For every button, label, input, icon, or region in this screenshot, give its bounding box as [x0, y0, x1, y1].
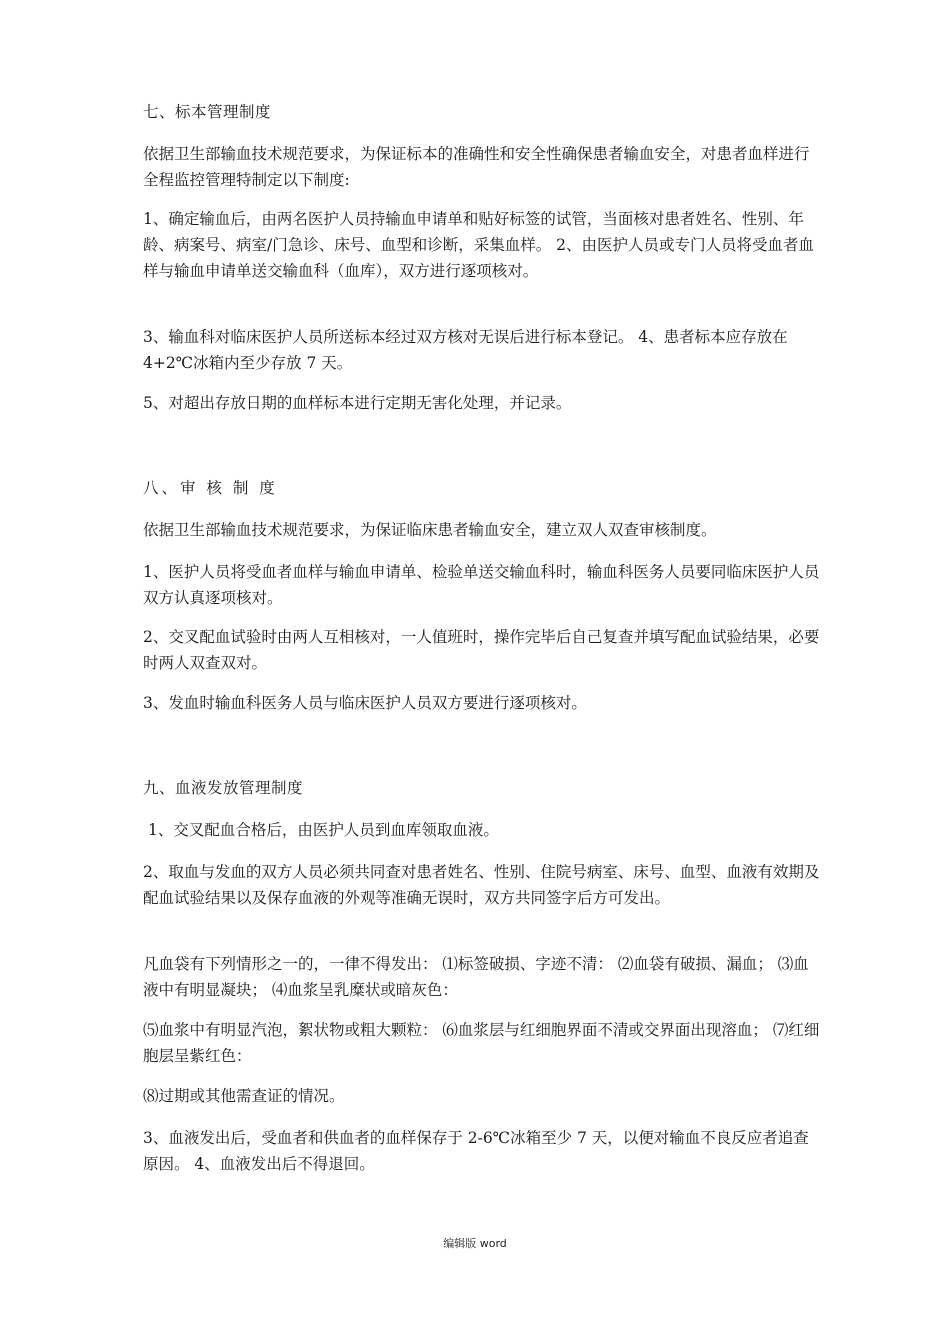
- paragraph: 2、交叉配血试验时由两人互相核对，一人值班时，操作完毕后自己复查并填写配血试验结果，必要时两人双查双对。: [143, 628, 820, 672]
- paragraph: 1、交叉配血合格后，由医护人员到血库领取血液。: [148, 821, 499, 839]
- page-footer: 编辑版 word: [443, 1237, 507, 1250]
- paragraph: 依据卫生部输血技术规范要求，为保证标本的准确性和安全性确保患者输血安全，对患者血样进行全程监控管理特制定以下制度:: [143, 145, 810, 189]
- paragraph: 2、取血与发血的双方人员必须共同查对患者姓名、性别、住院号病室、床号、血型、血液有效期及配血试验结果以及保存血液的外观等准确无误时，双方共同签字后方可发出。: [143, 863, 820, 907]
- section-heading-9: 九、血液发放管理制度: [143, 779, 304, 797]
- paragraph: ⑸血浆中有明显汽泡，絮状物或粗大颗粒： ⑹血浆层与红细胞界面不清或交界面出现溶血； ⑺红细胞层呈紫红色：: [143, 1021, 820, 1065]
- section-heading-7: 七、标本管理制度: [143, 103, 272, 121]
- paragraph: 5、对超出存放日期的血样标本进行定期无害化处理，并记录。: [143, 394, 572, 412]
- paragraph: 凡血袋有下列情形之一的，一律不得发出： ⑴标签破损、字迹不清： ⑵血袋有破损、漏血； ⑶血液中有明显凝块； ⑷血浆呈乳糜状或暗灰色：: [143, 955, 809, 999]
- paragraph: 3、输血科对临床医护人员所送标本经过双方核对无误后进行标本登记。 4、患者标本应存放在 4+2℃冰箱内至少存放 7 天。: [143, 328, 788, 372]
- paragraph: 3、发血时输血科医务人员与临床医护人员双方要进行逐项核对。: [143, 694, 587, 712]
- section-heading-8: 八、审 核 制 度: [143, 479, 278, 497]
- paragraph: 1、确定输血后，由两名医护人员持输血申请单和贴好标签的试管，当面核对患者姓名、性别、年龄、病案号、病室/门急诊、床号、血型和诊断，采集血样。 2、由医护人员或专门人员将受血者血样与输血申请单送交输血科（血库），双方进行逐项核对。: [143, 210, 815, 280]
- paragraph: 3、血液发出后，受血者和供血者的血样保存于 2-6℃冰箱至少 7 天，以便对输血不良反应者追查原因。 4、血液发出后不得退回。: [143, 1129, 809, 1173]
- paragraph: ⑻过期或其他需查证的情况。: [143, 1087, 345, 1105]
- paragraph: 依据卫生部输血技术规范要求，为保证临床患者输血安全，建立双人双查审核制度。: [143, 521, 717, 539]
- paragraph: 1、医护人员将受血者血样与输血申请单、检验单送交输血科时，输血科医务人员要同临床医护人员双方认真逐项核对。: [143, 563, 820, 607]
